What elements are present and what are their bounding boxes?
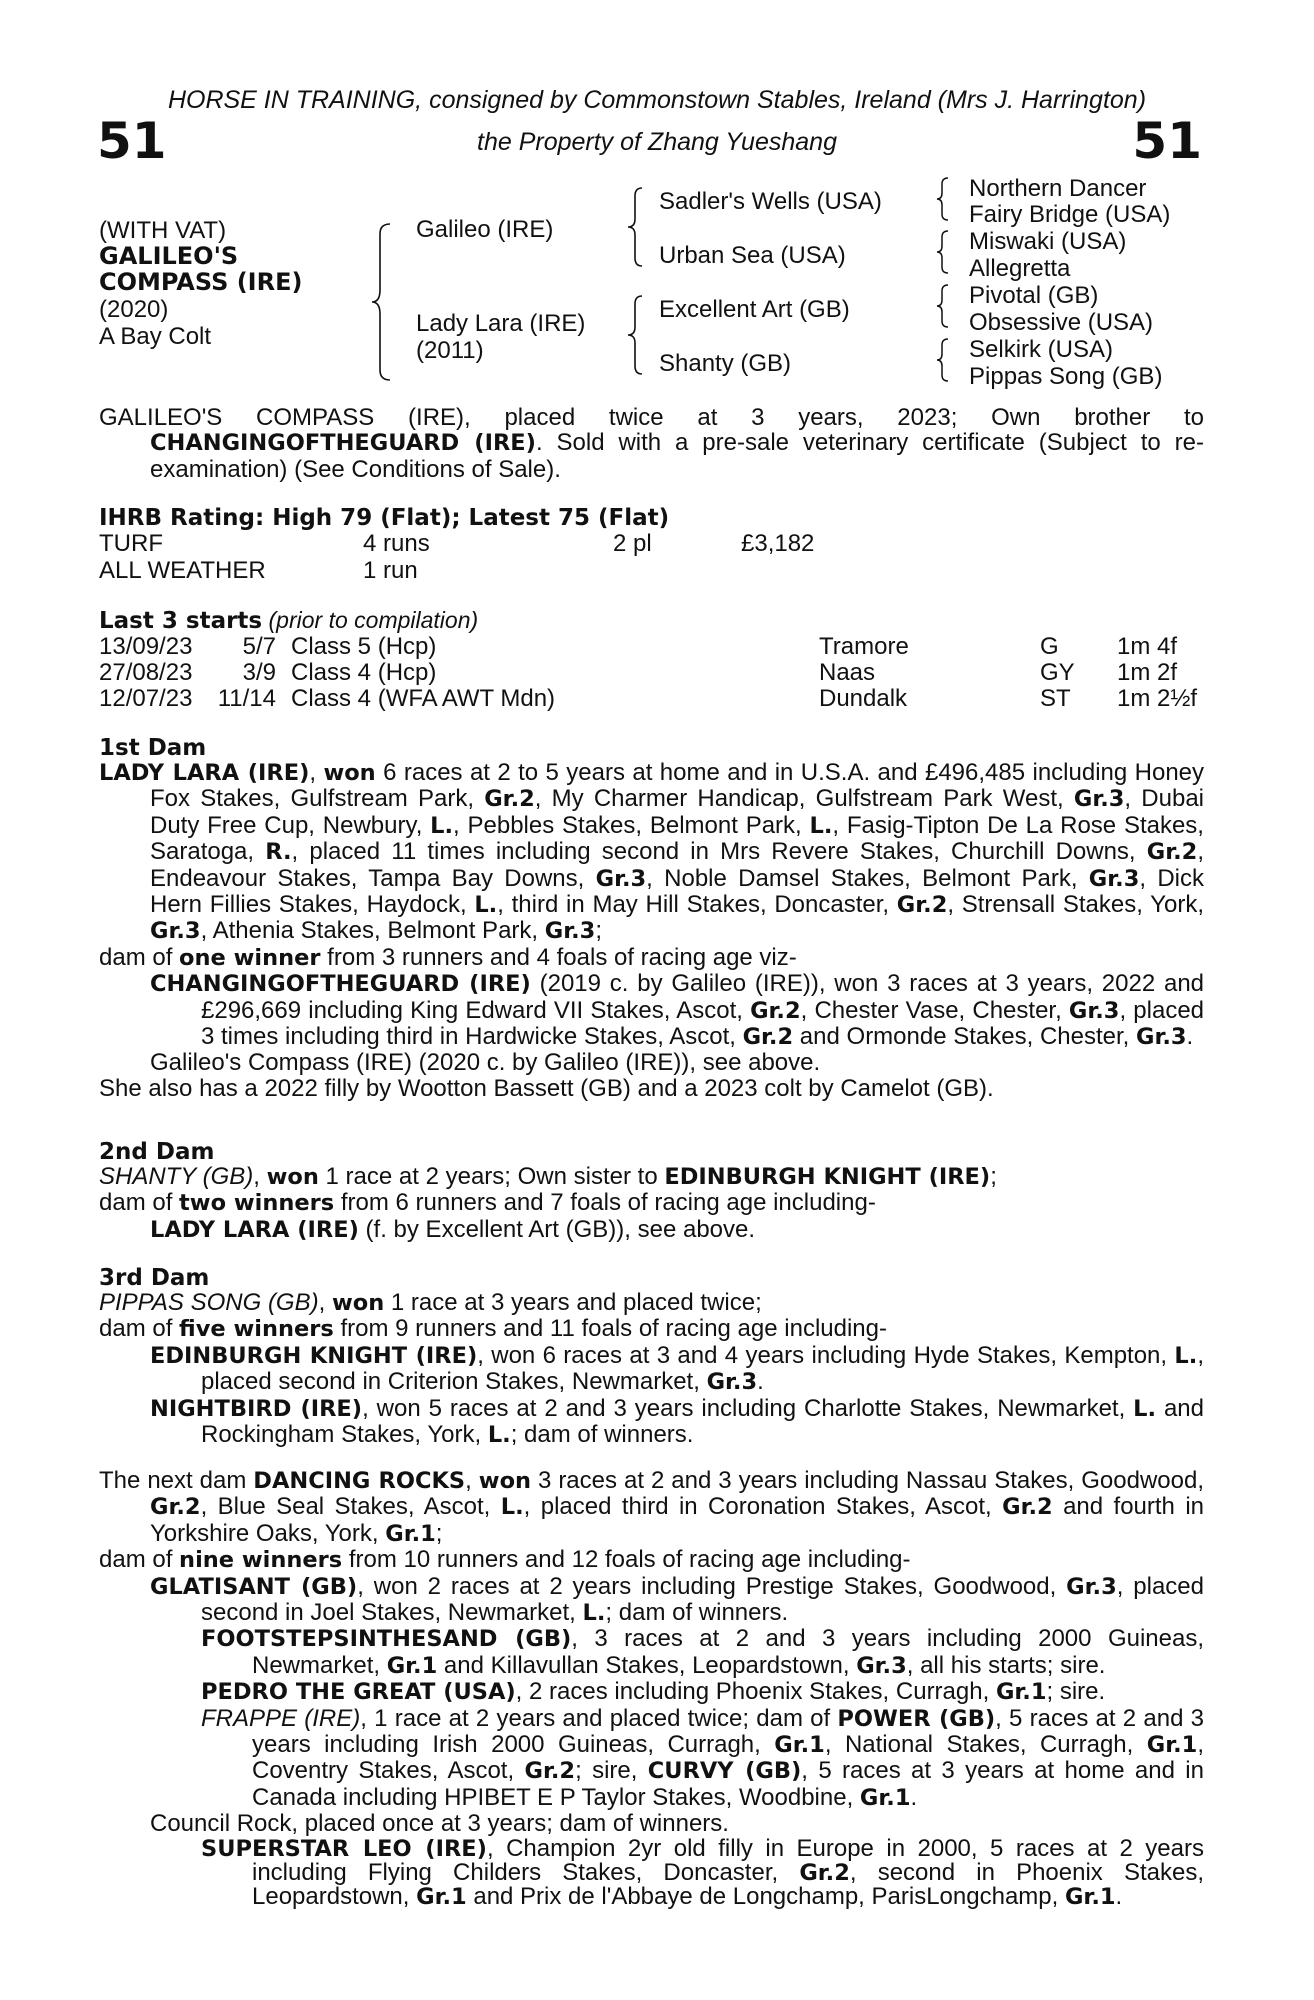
frappe-name: FRAPPE (IRE) <box>201 1704 361 1732</box>
dam2-produce-1: LADY LARA (IRE) <box>150 1216 359 1243</box>
start-going: ST <box>1040 685 1071 712</box>
start-date: 13/09/23 <box>99 633 193 660</box>
dam2-name: SHANTY (GB) <box>99 1163 254 1190</box>
start-distance: 1m 4f <box>1117 633 1178 660</box>
pedigree-brace-dd <box>935 337 951 383</box>
foaling-year: (2020) <box>99 296 169 323</box>
start-going: G <box>1040 633 1059 660</box>
start-pos: 11/14 <box>217 685 276 712</box>
horse-name-line1: GALILEO'S <box>99 242 239 270</box>
council-rock-line: Council Rock, placed once at 3 years; dam of winners. <box>150 1810 729 1838</box>
horse-description: A Bay Colt <box>99 323 212 350</box>
pedigree-sire-sire: Sadler's Wells (USA) <box>659 188 882 215</box>
rating-runs-turf: 4 runs <box>363 530 430 557</box>
curvy-name: CURVY (GB) <box>647 1758 802 1785</box>
footsteps-name: FOOTSTEPSINTHESAND (GB) <box>201 1626 572 1653</box>
rating-placed-turf: 2 pl <box>613 530 652 557</box>
pedigree-sire-dam: Urban Sea (USA) <box>659 242 846 269</box>
pedigree-g3-2: Fairy Bridge (USA) <box>969 201 1171 228</box>
rating-earnings-turf: £3,182 <box>741 530 815 557</box>
pedigree-brace-ss <box>935 176 951 222</box>
start-race: Class 5 (Hcp) <box>291 633 437 660</box>
pedigree-dam-sire: Excellent Art (GB) <box>659 296 850 323</box>
last-starts-heading: Last 3 starts <box>99 608 263 634</box>
start-pos: 5/7 <box>242 633 276 660</box>
pedigree-brace-dam <box>626 294 646 376</box>
start-pos: 3/9 <box>242 659 276 686</box>
pedro-name: PEDRO THE GREAT (USA) <box>201 1679 516 1706</box>
last-starts-heading-line <box>99 607 478 634</box>
pedigree-g3-1: Northern Dancer <box>969 175 1147 202</box>
property-line: the Property of Zhang Yueshang <box>477 128 837 156</box>
start-going: GY <box>1040 659 1075 686</box>
start-date: 12/07/23 <box>99 685 193 712</box>
lot-number-right: 51 <box>1132 112 1202 170</box>
pedigree-g3-8: Pippas Song (GB) <box>969 363 1163 390</box>
pedigree-brace-sd <box>935 229 951 275</box>
pedigree-g3-6: Obsessive (USA) <box>969 309 1154 336</box>
start-race: Class 4 (WFA AWT Mdn) <box>291 685 556 712</box>
brother-name: CHANGINGOFTHEGUARD (IRE) <box>150 430 536 457</box>
glatisant-name: GLATISANT (GB) <box>150 1573 358 1600</box>
next-dam-section: The next dam DANCING ROCKS, won 3 races at 2 and 3 years including Nassau Stakes, Goodwood, Gr.2, Blue Seal Stakes, Ascot, L., placed third in Coronation Stakes, Ascot, Gr.2 and fourth in Yorkshire Oaks, York, Gr.1; dam of nine winners from 10 runners and 12 foals of racing age including- GLATISANT (GB), won 2 races at 2 years including Prestige Stakes, Goodwood, Gr.3, placed second in Joel Stakes, Newmarket, L.; dam of winners. FOOTSTEPSINTHESAND (GB), 3 races at 2 and 3 years including 2000 Guineas, Newmarket, Gr.1 and Killavullan Stakes, Leopardstown, Gr.3, all his starts; sire. PEDRO THE GREAT (USA), 2 races including Phoenix Stakes, Curragh, Gr.1; sire. FRAPPE (IRE), 1 race at 2 years and placed twice; dam of POWER (GB), 5 races at 2 and 3 years including Irish 2000 Guineas, Curragh, Gr.1, National Stakes, Curragh, Gr.1, Coventry Stakes, Ascot, Gr.2; sire, CURVY (GB), 5 races at 3 years at home and in Canada including HPIBET E P Taylor Stakes, Woodbine, Gr.1. Council Rock, placed once at 3 years; dam of winners. SUPERSTAR LEO (IRE), Champion 2yr old filly in Europe in 2000, 5 races at 2 years including Flying Childers Stakes, Doncaster, Gr.2, second in Phoenix Stakes, Leopardstown, Gr.1 and Prix de l'Abbaye de Longchamp, ParisLongchamp, Gr.1. <box>99 1467 1205 1910</box>
pedigree-brace-sire <box>626 186 646 268</box>
dam3-section: PIPPAS SONG (GB), won 1 race at 3 years and placed twice; dam of five winners from 9 runners and 11 foals of racing age including- EDINBURGH KNIGHT (IRE), won 6 races at 3 and 4 years including Hyde Stakes, Kempton, L., placed second in Criterion Stakes, Newmarket, Gr.3. NIGHTBIRD (IRE), won 5 races at 2 and 3 years including Charlotte Stakes, Newmarket, L. and Rockingham Stakes, York, L.; dam of winners. <box>99 1289 1204 1449</box>
pedigree-dam-year: (2011) <box>416 337 484 364</box>
dam1-name: LADY LARA (IRE) <box>99 760 310 786</box>
pedigree-brace-main <box>370 222 394 382</box>
intro-paragraph: GALILEO'S COMPASS (IRE), placed twice at 3 years, 2023; Own brother to CHANGINGOFTHEGUARD (IRE). Sold with a pre-sale veterinary certificate (Subject to re-examination) (See Conditions of Sale). <box>99 404 1204 483</box>
lot-number-left: 51 <box>97 112 167 170</box>
pedigree-brace-ds <box>935 283 951 329</box>
consignment-line: HORSE IN TRAINING, consigned by Commonstown Stables, Ireland (Mrs J. Harrington) <box>167 86 1147 114</box>
start-race: Class 4 (Hcp) <box>291 659 437 686</box>
pedigree-g3-4: Allegretta <box>969 255 1071 282</box>
dam3-heading: 3rd Dam <box>99 1265 210 1291</box>
power-name: POWER (GB) <box>837 1705 996 1732</box>
start-course: Tramore <box>819 633 909 660</box>
vat-note: (WITH VAT) <box>99 217 227 244</box>
rating-runs-aw: 1 run <box>363 557 418 584</box>
start-course: Naas <box>819 659 876 686</box>
pedigree-sire: Galileo (IRE) <box>416 216 554 243</box>
horse-name-line2: COMPASS (IRE) <box>99 268 303 296</box>
rating-surface-aw: ALL WEATHER <box>99 557 266 584</box>
dam3-name: PIPPAS SONG (GB) <box>99 1289 319 1316</box>
dam1-heading: 1st Dam <box>99 735 207 761</box>
dam1-also: She also has a 2022 filly by Wootton Bassett (GB) and a 2023 colt by Camelot (GB). <box>99 1074 994 1102</box>
pedigree-g3-3: Miswaki (USA) <box>969 228 1127 255</box>
dam3-produce-1: EDINBURGH KNIGHT (IRE) <box>150 1342 478 1369</box>
dam1-produce-1: CHANGINGOFTHEGUARD (IRE) <box>150 971 531 998</box>
pedigree-g3-7: Selkirk (USA) <box>969 336 1114 363</box>
pedigree-g3-5: Pivotal (GB) <box>969 282 1099 309</box>
next-dam-name: DANCING ROCKS <box>253 1468 466 1494</box>
dam1-section: LADY LARA (IRE), won 6 races at 2 to 5 years at home and in U.S.A. and £496,485 including Honey Fox Stakes, Gulfstream Park, Gr.2, My Charmer Handicap, Gulfstream Park West, Gr.3, Dubai Duty Free Cup, Newbury, L., Pebbles Stakes, Belmont Park, L., Fasig-Tipton De La Rose Stakes, Saratoga, R., placed 11 times including second in Mrs Revere Stakes, Churchill Downs, Gr.2, Endeavour Stakes, Tampa Bay Downs, Gr.3, Noble Damsel Stakes, Belmont Park, Gr.3, Dick Hern Fillies Stakes, Haydock, L., third in May Hill Stakes, Doncaster, Gr.2, Strensall Stakes, York, Gr.3, Athenia Stakes, Belmont Park, Gr.3; dam of one winner from 3 runners and 4 foals of racing age viz- CHANGINGOFTHEGUARD (IRE) (2019 c. by Galileo (IRE)), won 3 races at 3 years, 2022 and £296,669 including King Edward VII Stakes, Ascot, Gr.2, Chester Vase, Chester, Gr.3, placed 3 times including third in Hardwicke Stakes, Ascot, Gr.2 and Ormonde Stakes, Chester, Gr.3. Galileo's Compass (IRE) (2020 c. by Galileo (IRE)), see above. She also has a 2022 filly by Wootton Bassett (GB) and a 2023 colt by Camelot (GB). <box>99 759 1205 1102</box>
start-course: Dundalk <box>819 685 908 712</box>
last-starts-note: (prior to compilation) <box>268 607 479 633</box>
start-distance: 1m 2f <box>1117 659 1178 686</box>
superstar-leo-name: SUPERSTAR LEO (IRE) <box>201 1835 487 1862</box>
rating-heading: IHRB Rating: High 79 (Flat); Latest 75 (Flat) <box>99 505 670 531</box>
dam2-section: SHANTY (GB), won 1 race at 2 years; Own sister to EDINBURGH KNIGHT (IRE); dam of two winners from 6 runners and 7 foals of racing age including- LADY LARA (IRE) (f. by Excellent Art (GB)), see above. <box>99 1163 997 1243</box>
dam2-heading: 2nd Dam <box>99 1139 215 1165</box>
dam3-produce-2: NIGHTBIRD (IRE) <box>150 1395 363 1422</box>
start-date: 27/08/23 <box>99 659 193 686</box>
pedigree-dam: Lady Lara (IRE) <box>416 310 586 337</box>
rating-surface-turf: TURF <box>99 530 163 557</box>
start-distance: 1m 2½f <box>1117 685 1198 712</box>
dam1-produce-2: Galileo's Compass (IRE) (2020 c. by Galileo (IRE)), see above. <box>150 1049 821 1077</box>
pedigree-dam-dam: Shanty (GB) <box>659 350 792 377</box>
